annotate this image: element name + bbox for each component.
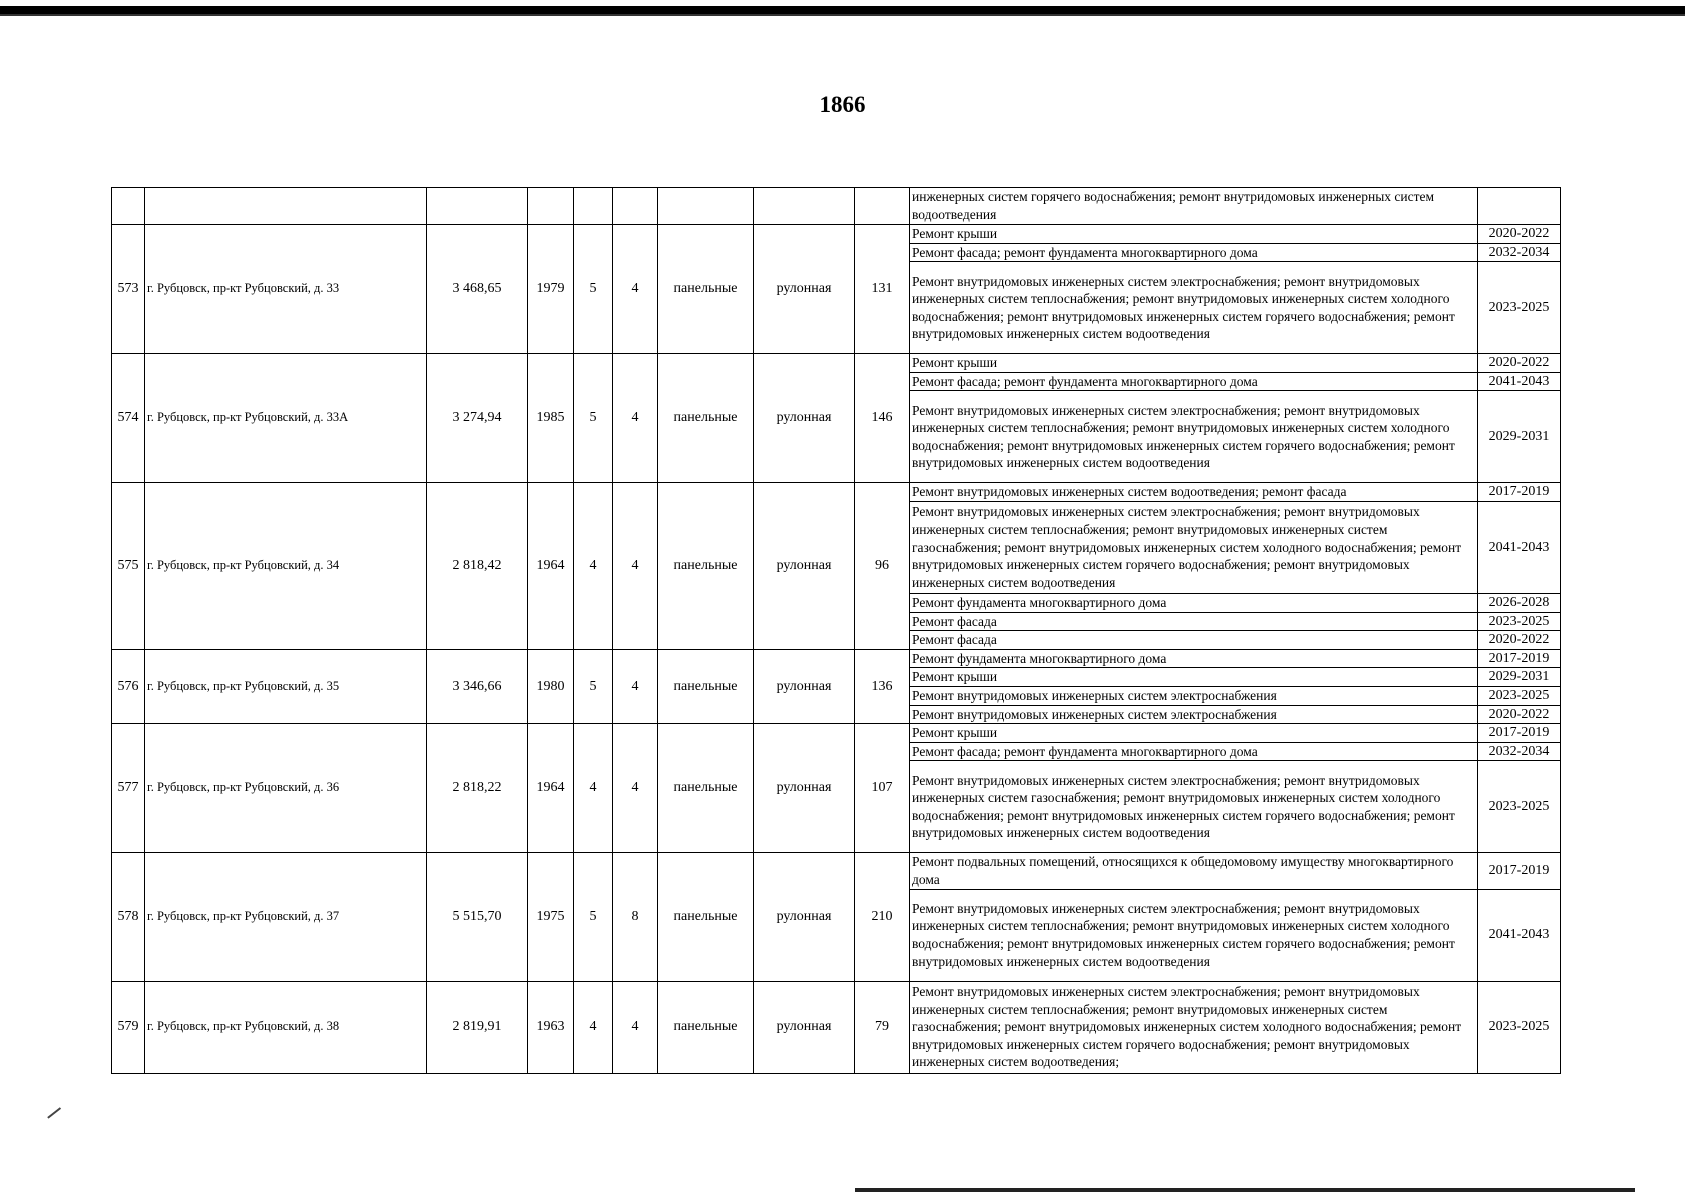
- repair-period-cell: 2017-2019: [1478, 649, 1561, 668]
- repair-work-cell: Ремонт крыши: [910, 354, 1478, 373]
- repair-work-cell: Ремонт внутридомовых инженерных систем электроснабжения; ремонт внутридомовых инженерных систем теплоснабжения; ремонт внутридомовых инженерных систем газоснабжения; ремонт внутридомовых инженерных систем холодного водоснабжения; ремонт внутридомовых инженерных систем горячего водоснабжения; ремонт внутридомовых инженерных систем водоотведения;: [910, 981, 1478, 1073]
- repair-period-cell: 2029-2031: [1478, 391, 1561, 483]
- repair-work-cell: Ремонт фундамента многоквартирного дома: [910, 649, 1478, 668]
- roof-type-cell: рулонная: [754, 483, 855, 649]
- wall-material-cell: панельные: [658, 981, 754, 1073]
- page-number: 1866: [819, 92, 866, 117]
- house-number-cell: 577: [112, 724, 145, 853]
- residents-cell: 96: [855, 483, 910, 649]
- repair-work-cell: Ремонт внутридомовых инженерных систем электроснабжения; ремонт внутридомовых инженерных систем газоснабжения; ремонт внутридомовых инженерных систем холодного водоснабжения; ремонт внутридомовых инженерных систем горячего водоснабжения; ремонт внутридомовых инженерных систем водоотведения: [910, 761, 1478, 853]
- year-cell: 1975: [528, 853, 574, 981]
- address-cell: г. Рубцовск, пр-кт Рубцовский, д. 34: [145, 483, 427, 649]
- carry-period-cell: [1478, 188, 1561, 225]
- repair-period-cell: 2041-2043: [1478, 501, 1561, 593]
- table-row: [112, 649, 1561, 668]
- table-row: [112, 853, 1561, 889]
- year-cell: 1964: [528, 724, 574, 853]
- table-row: [112, 354, 1561, 373]
- house-number-cell: 579: [112, 981, 145, 1073]
- repair-period-cell: 2023-2025: [1478, 612, 1561, 631]
- floors-cell: 5: [574, 225, 613, 354]
- repair-period-cell: 2032-2034: [1478, 742, 1561, 761]
- floors-cell: 4: [574, 483, 613, 649]
- repair-period-cell: 2020-2022: [1478, 631, 1561, 650]
- repair-work-cell: Ремонт фасада; ремонт фундамента многоквартирного дома: [910, 372, 1478, 391]
- house-number-cell: 575: [112, 483, 145, 649]
- roof-type-cell: рулонная: [754, 354, 855, 483]
- carry-work-cell: инженерных систем горячего водоснабжения; ремонт внутридомовых инженерных систем водоотведения: [910, 188, 1478, 225]
- address-cell: г. Рубцовск, пр-кт Рубцовский, д. 36: [145, 724, 427, 853]
- area-cell: 3 468,65: [427, 225, 528, 354]
- repair-period-cell: 2023-2025: [1478, 262, 1561, 354]
- repair-period-cell: 2017-2019: [1478, 853, 1561, 889]
- carry-num-cell: [112, 188, 145, 225]
- address-cell: г. Рубцовск, пр-кт Рубцовский, д. 33: [145, 225, 427, 354]
- table-row: [112, 724, 1561, 743]
- residents-cell: 79: [855, 981, 910, 1073]
- area-cell: 2 818,42: [427, 483, 528, 649]
- residents-cell: 136: [855, 649, 910, 723]
- carry-residents-cell: [855, 188, 910, 225]
- area-cell: 5 515,70: [427, 853, 528, 981]
- repair-work-cell: Ремонт крыши: [910, 724, 1478, 743]
- entrances-cell: 4: [613, 724, 658, 853]
- repair-work-cell: Ремонт фасада: [910, 631, 1478, 650]
- scan-top-border-thin: [0, 14, 1685, 16]
- entrances-cell: 4: [613, 225, 658, 354]
- floors-cell: 5: [574, 649, 613, 723]
- table-body: [112, 188, 1561, 1074]
- area-cell: 2 818,22: [427, 724, 528, 853]
- year-cell: 1980: [528, 649, 574, 723]
- repair-work-cell: Ремонт внутридомовых инженерных систем электроснабжения; ремонт внутридомовых инженерных систем теплоснабжения; ремонт внутридомовых инженерных систем газоснабжения; ремонт внутридомовых инженерных систем холодного водоснабжения; ремонт внутридомовых инженерных систем горячего водоснабжения; ремонт внутридомовых инженерных систем водоотведения: [910, 501, 1478, 593]
- table-row: [112, 483, 1561, 502]
- repair-period-cell: 2023-2025: [1478, 981, 1561, 1073]
- roof-type-cell: рулонная: [754, 724, 855, 853]
- repair-work-cell: Ремонт фасада: [910, 612, 1478, 631]
- floors-cell: 5: [574, 853, 613, 981]
- address-cell: г. Рубцовск, пр-кт Рубцовский, д. 35: [145, 649, 427, 723]
- floors-cell: 5: [574, 354, 613, 483]
- address-cell: г. Рубцовск, пр-кт Рубцовский, д. 37: [145, 853, 427, 981]
- table-row: [112, 225, 1561, 244]
- wall-material-cell: панельные: [658, 225, 754, 354]
- repair-period-cell: 2032-2034: [1478, 243, 1561, 262]
- house-number-cell: 573: [112, 225, 145, 354]
- wall-material-cell: панельные: [658, 354, 754, 483]
- repair-period-cell: 2023-2025: [1478, 761, 1561, 853]
- wall-material-cell: панельные: [658, 649, 754, 723]
- entrances-cell: 4: [613, 483, 658, 649]
- repair-work-cell: Ремонт крыши: [910, 225, 1478, 244]
- repair-period-cell: 2020-2022: [1478, 705, 1561, 724]
- entrances-cell: 4: [613, 649, 658, 723]
- roof-type-cell: рулонная: [754, 225, 855, 354]
- residents-cell: 131: [855, 225, 910, 354]
- house-number-cell: 576: [112, 649, 145, 723]
- repair-period-cell: 2017-2019: [1478, 483, 1561, 502]
- table-row: [112, 981, 1561, 1073]
- year-cell: 1985: [528, 354, 574, 483]
- floors-cell: 4: [574, 724, 613, 853]
- repair-work-cell: Ремонт внутридомовых инженерных систем водоотведения; ремонт фасада: [910, 483, 1478, 502]
- area-cell: 3 274,94: [427, 354, 528, 483]
- repair-period-cell: 2017-2019: [1478, 724, 1561, 743]
- repair-period-cell: 2041-2043: [1478, 372, 1561, 391]
- scan-bottom-border: [855, 1188, 1635, 1192]
- repair-work-cell: Ремонт фасада; ремонт фундамента многоквартирного дома: [910, 243, 1478, 262]
- entrances-cell: 4: [613, 354, 658, 483]
- roof-type-cell: рулонная: [754, 649, 855, 723]
- repair-work-cell: Ремонт крыши: [910, 668, 1478, 687]
- carry-floors-cell: [574, 188, 613, 225]
- house-number-cell: 578: [112, 853, 145, 981]
- carry-entrances-cell: [613, 188, 658, 225]
- repair-work-cell: Ремонт внутридомовых инженерных систем электроснабжения: [910, 705, 1478, 724]
- address-cell: г. Рубцовск, пр-кт Рубцовский, д. 38: [145, 981, 427, 1073]
- residents-cell: 146: [855, 354, 910, 483]
- carry-area-cell: [427, 188, 528, 225]
- repair-period-cell: 2029-2031: [1478, 668, 1561, 687]
- residents-cell: 107: [855, 724, 910, 853]
- repair-work-cell: Ремонт внутридомовых инженерных систем электроснабжения; ремонт внутридомовых инженерных систем теплоснабжения; ремонт внутридомовых инженерных систем холодного водоснабжения; ремонт внутридомовых инженерных систем горячего водоснабжения; ремонт внутридомовых инженерных систем водоотведения: [910, 889, 1478, 981]
- repair-work-cell: Ремонт фундамента многоквартирного дома: [910, 593, 1478, 612]
- repair-work-cell: Ремонт фасада; ремонт фундамента многоквартирного дома: [910, 742, 1478, 761]
- repair-period-cell: 2041-2043: [1478, 889, 1561, 981]
- repair-work-cell: Ремонт внутридомовых инженерных систем электроснабжения; ремонт внутридомовых инженерных систем теплоснабжения; ремонт внутридомовых инженерных систем холодного водоснабжения; ремонт внутридомовых инженерных систем горячего водоснабжения; ремонт внутридомовых инженерных систем водоотведения: [910, 391, 1478, 483]
- wall-material-cell: панельные: [658, 853, 754, 981]
- area-cell: 3 346,66: [427, 649, 528, 723]
- repair-work-cell: Ремонт подвальных помещений, относящихся к общедомовому имуществу многоквартирного дома: [910, 853, 1478, 889]
- entrances-cell: 4: [613, 981, 658, 1073]
- address-cell: г. Рубцовск, пр-кт Рубцовский, д. 33А: [145, 354, 427, 483]
- carry-year-cell: [528, 188, 574, 225]
- carry-over-row: [112, 188, 1561, 225]
- year-cell: 1964: [528, 483, 574, 649]
- wall-material-cell: панельные: [658, 724, 754, 853]
- carry-address-cell: [145, 188, 427, 225]
- repair-period-cell: 2020-2022: [1478, 354, 1561, 373]
- scan-top-border: [0, 6, 1685, 14]
- area-cell: 2 819,91: [427, 981, 528, 1073]
- repair-period-cell: 2026-2028: [1478, 593, 1561, 612]
- house-number-cell: 574: [112, 354, 145, 483]
- year-cell: 1979: [528, 225, 574, 354]
- repair-period-cell: 2023-2025: [1478, 686, 1561, 705]
- floors-cell: 4: [574, 981, 613, 1073]
- entrances-cell: 8: [613, 853, 658, 981]
- year-cell: 1963: [528, 981, 574, 1073]
- roof-type-cell: рулонная: [754, 981, 855, 1073]
- carry-walls-cell: [658, 188, 754, 225]
- scan-pen-mark: [47, 1107, 61, 1118]
- carry-roof-cell: [754, 188, 855, 225]
- roof-type-cell: рулонная: [754, 853, 855, 981]
- wall-material-cell: панельные: [658, 483, 754, 649]
- repair-schedule-table: [111, 187, 1561, 1074]
- repair-work-cell: Ремонт внутридомовых инженерных систем электроснабжения: [910, 686, 1478, 705]
- residents-cell: 210: [855, 853, 910, 981]
- repair-work-cell: Ремонт внутридомовых инженерных систем электроснабжения; ремонт внутридомовых инженерных систем теплоснабжения; ремонт внутридомовых инженерных систем холодного водоснабжения; ремонт внутридомовых инженерных систем горячего водоснабжения; ремонт внутридомовых инженерных систем водоотведения: [910, 262, 1478, 354]
- repair-period-cell: 2020-2022: [1478, 225, 1561, 244]
